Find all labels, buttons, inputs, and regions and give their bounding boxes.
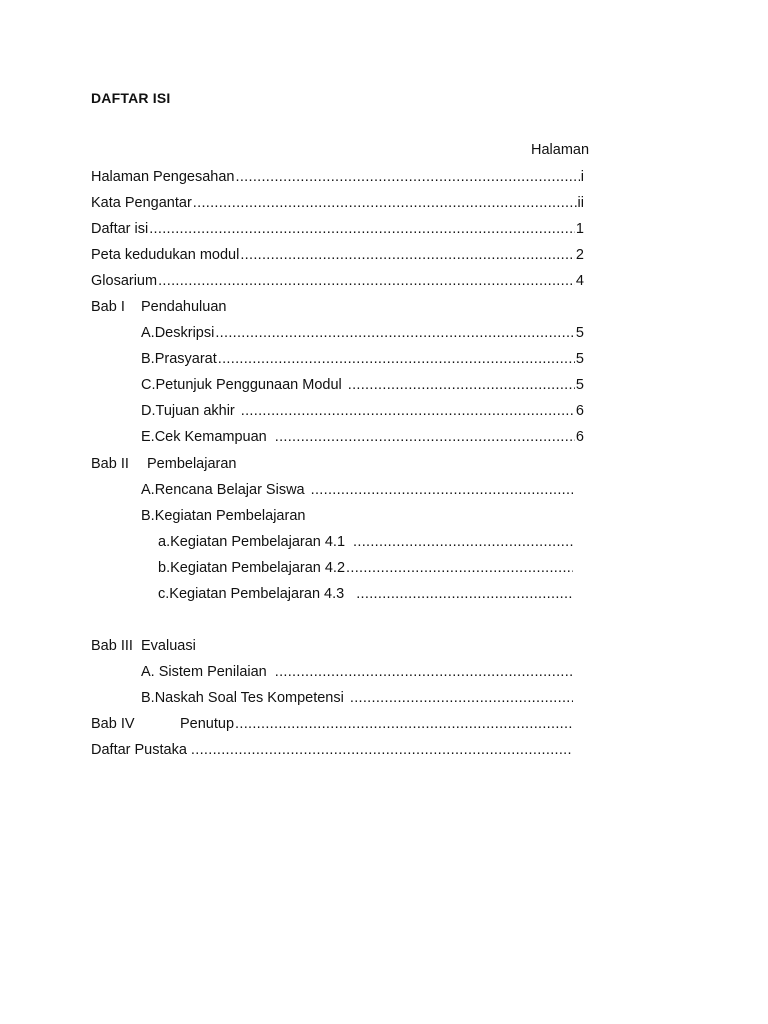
toc-entry-page: ii: [577, 195, 584, 211]
toc-entry-naskah-soal: [141, 689, 574, 707]
leader-dots: [356, 585, 573, 603]
toc-entry-page: 5: [575, 351, 584, 367]
chapter-3-number: Bab III: [91, 638, 133, 654]
leader-dots: [353, 533, 573, 551]
leader-dots: [241, 402, 575, 420]
leader-dots: [348, 376, 575, 394]
toc-entry-kegiatan-4-2: [158, 559, 574, 577]
toc-entry-glosarium: [91, 272, 584, 290]
leader-dots: [346, 559, 573, 577]
leader-dots: [191, 741, 573, 759]
toc-entry-label: C.Petunjuk Penggunaan Modul: [141, 377, 342, 393]
toc-entry-label: Daftar Pustaka: [91, 742, 187, 758]
toc-entry-peta-kedudukan: [91, 246, 584, 264]
chapter-2-number: Bab II: [91, 456, 129, 472]
toc-entry-label: Peta kedudukan modul: [91, 247, 240, 263]
leader-dots: [149, 220, 575, 238]
leader-dots: [275, 663, 573, 681]
toc-entry-cek-kemampuan: [141, 428, 584, 446]
toc-entry-halaman-pengesahan: [91, 168, 584, 186]
toc-entry-page: 5: [575, 325, 584, 341]
toc-entry-label: b.Kegiatan Pembelajaran 4.2: [158, 560, 346, 576]
toc-entry-tujuan: [141, 402, 584, 420]
toc-entry-kegiatan-4-1: [158, 533, 574, 551]
toc-entry-label: B.Prasyarat: [141, 351, 217, 367]
toc-entry-kata-pengantar: [91, 194, 584, 212]
toc-entry-daftar-isi: [91, 220, 584, 238]
leader-dots: [215, 324, 575, 342]
toc-entry-page: 6: [575, 429, 584, 445]
leader-dots: [311, 481, 573, 499]
leader-dots: [235, 715, 573, 733]
leader-dots: [350, 689, 573, 707]
toc-entry-label: B.Naskah Soal Tes Kompetensi: [141, 690, 344, 706]
leader-dots: [275, 428, 575, 446]
toc-entry-page: 1: [575, 221, 584, 237]
toc-entry-prasyarat: [141, 350, 584, 368]
toc-entry-label: Penutup: [180, 716, 235, 732]
leader-dots: [240, 246, 575, 264]
toc-entry-page: 4: [575, 273, 584, 289]
chapter-1-title: Pendahuluan: [141, 299, 227, 315]
chapter-1-number: Bab I: [91, 299, 125, 315]
toc-entry-penutup: [180, 715, 574, 733]
toc-entry-label: A.Deskripsi: [141, 325, 215, 341]
toc-entry-kegiatan-4-3: [158, 585, 574, 603]
toc-entry-label: c.Kegiatan Pembelajaran 4.3: [158, 586, 345, 602]
chapter-3-title: Evaluasi: [141, 638, 196, 654]
chapter-4-number: Bab IV: [91, 716, 135, 732]
toc-entry-label: E.Cek Kemampuan: [141, 429, 267, 445]
toc-entry-label: Kata Pengantar: [91, 195, 192, 211]
chapter-2-title: Pembelajaran: [147, 456, 237, 472]
toc-entry-label: Glosarium: [91, 273, 158, 289]
toc-entry-page: i: [580, 169, 584, 185]
toc-entry-label: A. Sistem Penilaian: [141, 664, 267, 680]
toc-entry-label: D.Tujuan akhir: [141, 403, 235, 419]
leader-dots: [218, 350, 575, 368]
toc-entry-label: Halaman Pengesahan: [91, 169, 235, 185]
toc-entry-petunjuk: [141, 376, 584, 394]
section-kegiatan-heading: B.Kegiatan Pembelajaran: [141, 508, 306, 524]
halaman-column-label: Halaman: [531, 142, 590, 158]
leader-dots: [236, 168, 580, 186]
toc-entry-rencana-belajar: [141, 481, 574, 499]
toc-entry-label: A.Rencana Belajar Siswa: [141, 482, 305, 498]
toc-entry-daftar-pustaka: [91, 741, 574, 759]
leader-dots: [158, 272, 575, 290]
toc-entry-label: Daftar isi: [91, 221, 149, 237]
toc-entry-sistem-penilaian: [141, 663, 574, 681]
toc-entry-page: 5: [575, 377, 584, 393]
leader-dots: [193, 194, 577, 212]
toc-entry-label: a.Kegiatan Pembelajaran 4.1: [158, 534, 346, 550]
toc-entry-deskripsi: [141, 324, 584, 342]
toc-entry-page: 2: [575, 247, 584, 263]
page-title: DAFTAR ISI: [91, 90, 171, 106]
toc-entry-page: 6: [575, 403, 584, 419]
